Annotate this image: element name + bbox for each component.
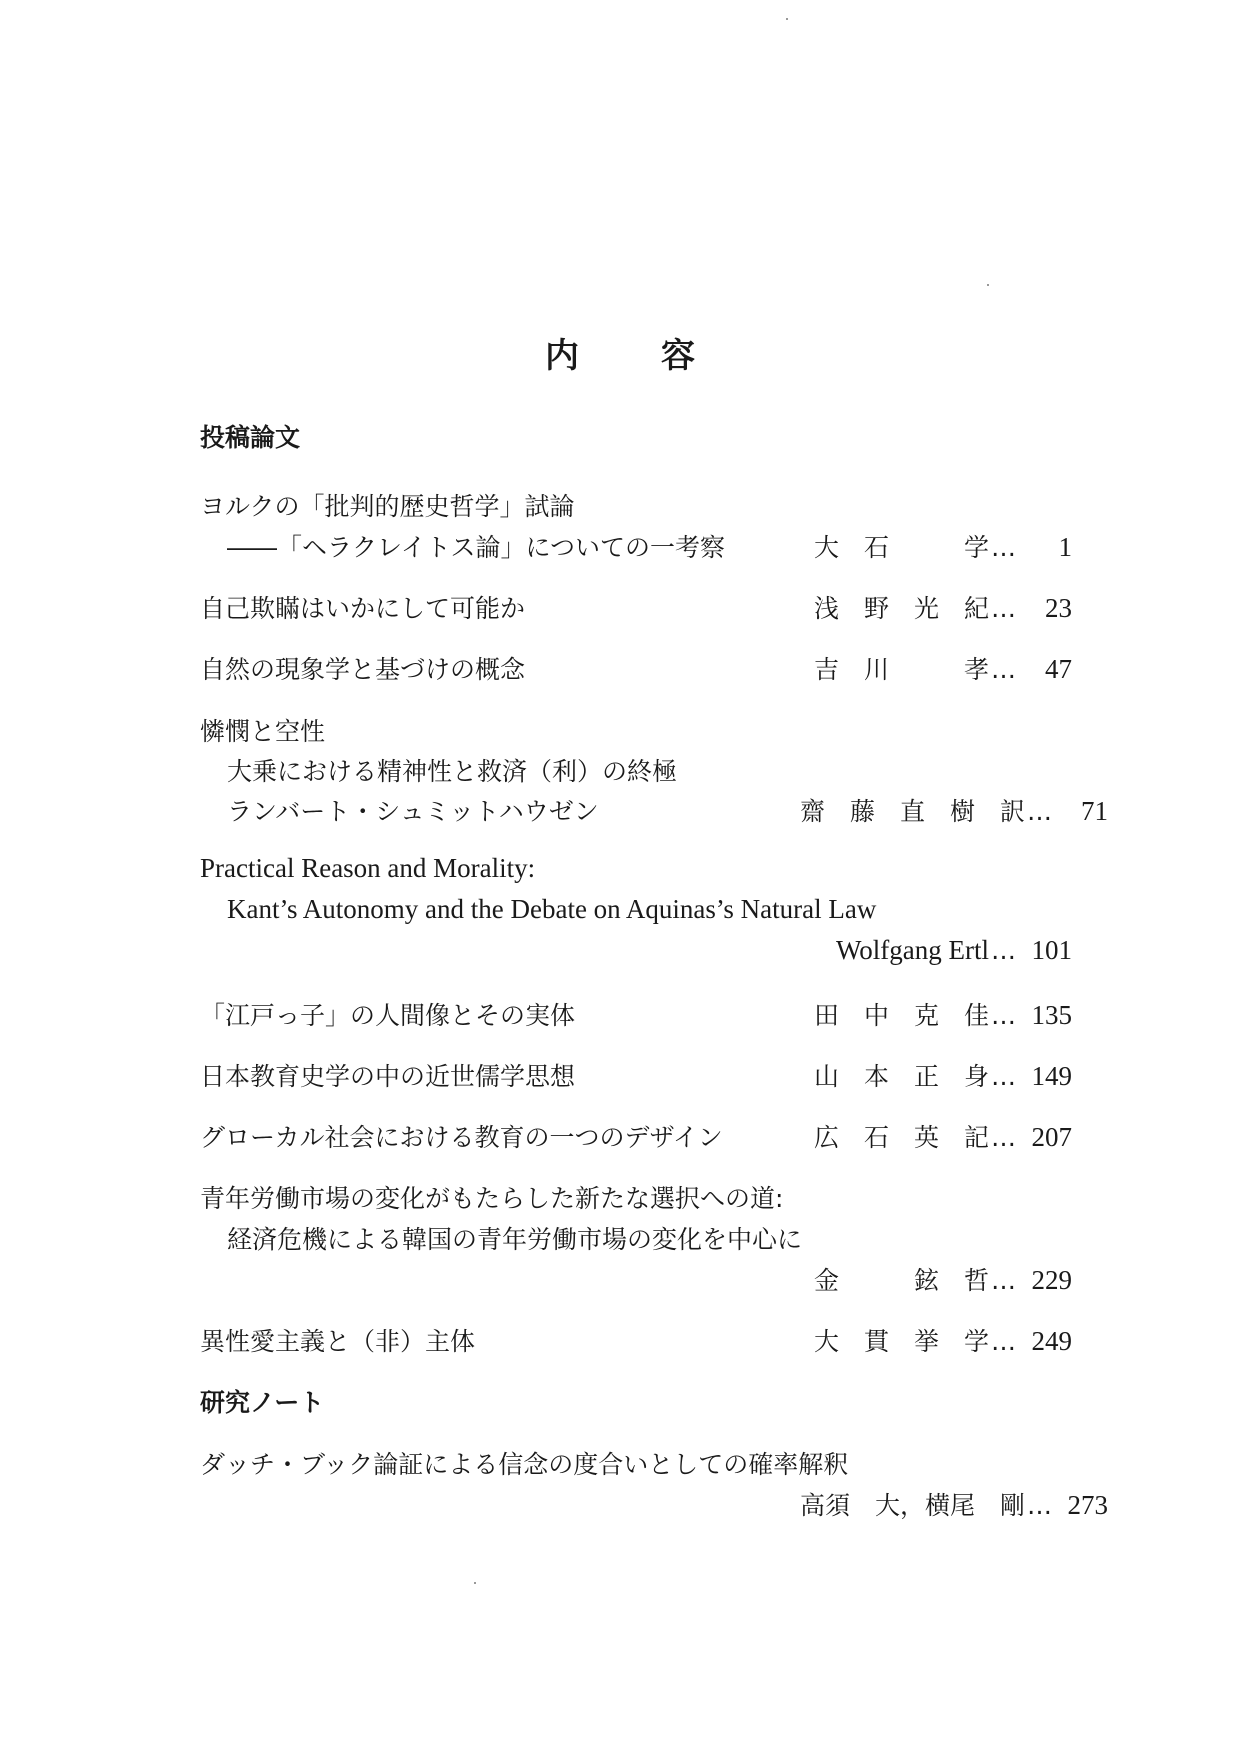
entry-author-page: 山 本 正 身… 149 — [813, 1061, 1072, 1091]
page-number: 207 — [1031, 1122, 1072, 1152]
entry-author-page: 浅 野 光 紀… 23 — [813, 593, 1072, 623]
page-number: 101 — [1031, 935, 1072, 965]
entry-title: 「江戸っ子」の人間像とその実体 — [200, 1001, 576, 1030]
entry-subtitle: ――「ヘラクレイトス論」についての一考察 — [227, 533, 726, 562]
page-number: 71 — [1081, 796, 1109, 826]
page-number: 47 — [1045, 654, 1072, 684]
page-number: 229 — [1031, 1265, 1072, 1295]
entry-subtitle: 経済危機による韓国の青年労働市場の変化を中心に — [227, 1225, 803, 1254]
entry-author-page: 高須 大，横尾 剛… 273 — [800, 1490, 1109, 1520]
page-number: 23 — [1045, 593, 1072, 623]
entry-title: ヨルクの「批判的歴史哲学」試論 — [200, 492, 575, 521]
author-name: 大 貫 挙 学 — [813, 1327, 989, 1356]
entry-title: 自己欺瞞はいかにして可能か — [200, 594, 526, 623]
entry-author-page: 広 石 英 記… 207 — [813, 1122, 1072, 1152]
entry-title: グローカル社会における教育の一つのデザイン — [200, 1123, 723, 1152]
entry-author-page: 田 中 克 佳… 135 — [813, 1000, 1072, 1030]
entry-title: 異性愛主義と（非）主体 — [200, 1327, 476, 1356]
entry-author-page: 金 鉉 哲… 229 — [813, 1265, 1072, 1295]
author-name: 田 中 克 佳 — [813, 1001, 989, 1030]
page-number: 1 — [1058, 532, 1072, 562]
entry-author-page: 大 石 学… 1 — [813, 532, 1072, 562]
scan-speck — [987, 284, 989, 286]
author-name: 山 本 正 身 — [813, 1062, 989, 1091]
entry-title: ダッチ・ブック論証による信念の度合いとしての確率解釈 — [200, 1450, 849, 1479]
entry-author-page: Wolfgang Ertl… 101 — [835, 935, 1072, 965]
author-name: Wolfgang Ertl — [835, 935, 989, 965]
section-heading-contributed: 投稿論文 — [200, 423, 301, 452]
entry-title: 憐憫と空性 — [200, 717, 326, 746]
scan-speck — [786, 18, 788, 20]
author-name: 金 鉉 哲 — [813, 1266, 989, 1295]
page-number: 249 — [1031, 1326, 1072, 1356]
entry-author-page: 齋 藤 直 樹 訳… 71 — [800, 796, 1109, 826]
entry-author-page: 吉 川 孝… 47 — [813, 654, 1072, 684]
entry-subtitle: Kant’s Autonomy and the Debate on Aquinas’s Natural Law — [227, 894, 877, 924]
page-number: 273 — [1067, 1490, 1109, 1520]
author-name: 齋 藤 直 樹 訳 — [800, 797, 1026, 826]
entry-subtitle: ランバート・シュミットハウゼン — [227, 797, 599, 826]
scan-speck — [474, 1582, 476, 1584]
author-name: 浅 野 光 紀 — [813, 594, 989, 623]
author-name: 高須 大，横尾 剛 — [800, 1491, 1026, 1520]
entry-title: 自然の現象学と基づけの概念 — [200, 655, 526, 684]
section-heading-notes: 研究ノート — [200, 1388, 325, 1417]
page-number: 149 — [1031, 1061, 1072, 1091]
entry-title: 日本教育史学の中の近世儒学思想 — [200, 1062, 576, 1091]
entry-title: Practical Reason and Morality: — [200, 853, 536, 883]
page-title: 内 容 — [545, 336, 695, 376]
author-name: 大 石 学 — [813, 533, 989, 562]
entry-subtitle: 大乗における精神性と救済（利）の終極 — [227, 757, 678, 786]
page-number: 135 — [1031, 1000, 1072, 1030]
entry-title: 青年労働市場の変化がもたらした新たな選択への道: — [200, 1184, 784, 1213]
author-name: 吉 川 孝 — [813, 655, 989, 684]
entry-author-page: 大 貫 挙 学… 249 — [813, 1326, 1072, 1356]
author-name: 広 石 英 記 — [813, 1123, 989, 1152]
